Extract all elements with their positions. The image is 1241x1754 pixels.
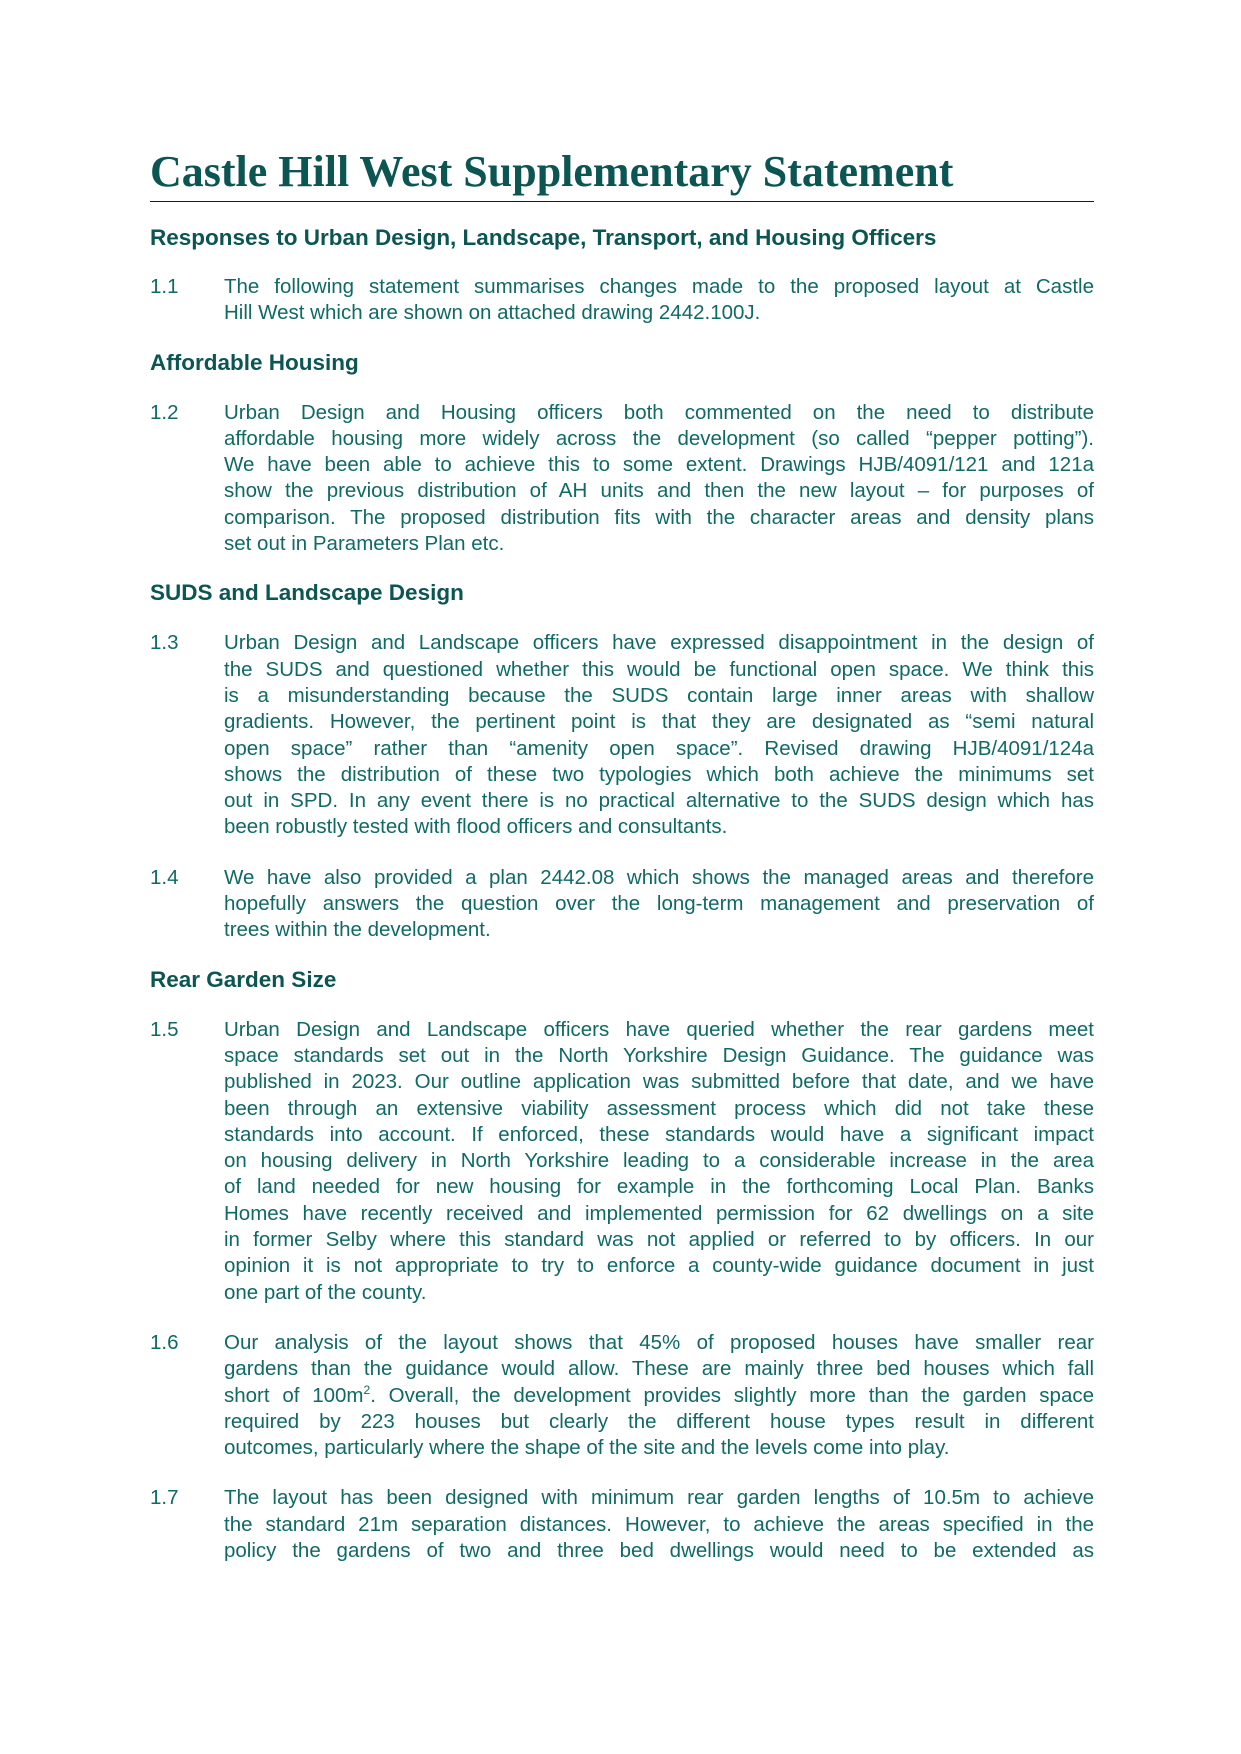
section-heading-responses: Responses to Urban Design, Landscape, Transport, and Housing Officers — [150, 225, 937, 250]
text-line: required by 223 houses but clearly the different house types result in different — [224, 1409, 1094, 1433]
text-line: out in SPD. In any event there is no practical alternative to the SUDS design which has — [224, 789, 1094, 813]
text-line: Hill West which are shown on attached drawing 2442.100J. — [224, 301, 761, 325]
paragraph-1-6 — [150, 1330, 1094, 1461]
paragraph-1-3 — [150, 630, 1094, 840]
text-line: standards into account. If enforced, these standards would have a significant impact — [224, 1122, 1094, 1146]
text-line: is a misunderstanding because the SUDS contain large inner areas with shallow — [224, 683, 1094, 707]
text-line-with-superscript — [224, 1383, 1094, 1409]
text-line: been through an extensive viability assessment process which did not take these — [224, 1096, 1094, 1120]
text-line: shows the distribution of these two typologies which both achieve the minimums set — [224, 762, 1094, 786]
paragraph-number: 1.6 — [150, 1330, 179, 1354]
section-heading-affordable-housing: Affordable Housing — [150, 349, 359, 375]
text-line: trees within the development. — [224, 918, 491, 942]
text-line: Urban Design and Housing officers both commented on the need to distribute — [224, 400, 1094, 424]
text-line: Urban Design and Landscape officers have expressed disappointment in the design of — [224, 631, 1094, 655]
text-line: comparison. The proposed distribution fits with the character areas and density plans — [224, 505, 1094, 529]
text-line: published in 2023. Our outline application was submitted before that date, and we have — [224, 1070, 1094, 1094]
text-line: opinion it is not appropriate to try to enforce a county-wide guidance document in just — [224, 1254, 1094, 1278]
paragraph-text — [224, 400, 1094, 558]
paragraph-text — [224, 865, 1094, 944]
text-line: of land needed for new housing for example in the forthcoming Local Plan. Banks — [224, 1175, 1094, 1199]
text-line: gradients. However, the pertinent point is that they are designated as “semi natural — [224, 710, 1094, 734]
paragraph-1-5 — [150, 1017, 1094, 1306]
paragraph-text — [224, 630, 1094, 840]
paragraph-number: 1.1 — [150, 275, 179, 298]
paragraph-text — [224, 1330, 1094, 1461]
paragraph-1-1 — [150, 274, 1094, 327]
paragraph-text — [224, 1485, 1094, 1564]
text-line: hopefully answers the question over the long-term management and preservation of — [224, 892, 1094, 916]
paragraph-1-2 — [150, 400, 1094, 558]
text-line: The layout has been designed with minimum rear garden lengths of 10.5m to achieve — [224, 1486, 1094, 1510]
paragraph-number: 1.4 — [150, 865, 179, 889]
text-line: policy the gardens of two and three bed dwellings would need to be extended as — [224, 1538, 1094, 1562]
text-line: been robustly tested with flood officers and consultants. — [224, 815, 728, 839]
paragraph-number: 1.3 — [150, 631, 179, 655]
paragraph-number: 1.5 — [150, 1017, 179, 1041]
text-line: Our analysis of the layout shows that 45% of proposed houses have smaller rear — [224, 1330, 1094, 1354]
paragraph-1-4 — [150, 865, 1094, 944]
text-line: gardens than the guidance would allow. These are mainly three bed houses which fall — [224, 1357, 1094, 1381]
paragraph-number: 1.2 — [150, 400, 179, 424]
section-heading-rear-garden-size: Rear Garden Size — [150, 966, 337, 992]
text-line: the SUDS and questioned whether this would be functional open space. We think this — [224, 657, 1094, 681]
document-title: Castle Hill West Supplementary Statement — [150, 145, 1094, 202]
text-line: outcomes, particularly where the shape of the site and the levels come into play. — [224, 1436, 950, 1460]
text-line: the standard 21m separation distances. However, to achieve the areas specified in the — [224, 1512, 1094, 1536]
text-line: affordable housing more widely across the development (so called “pepper potting”). — [224, 426, 1094, 450]
text-line: show the previous distribution of AH units and then the new layout – for purposes of — [224, 479, 1094, 503]
text-line: on housing delivery in North Yorkshire leading to a considerable increase in the area — [224, 1149, 1094, 1173]
text-fragment: . Overall, the development provides slightly more than the garden space — [370, 1383, 1094, 1407]
paragraph-number: 1.7 — [150, 1486, 179, 1510]
paragraph-1-7 — [150, 1485, 1094, 1564]
text-line: space standards set out in the North Yorkshire Design Guidance. The guidance was — [224, 1043, 1094, 1067]
text-line: Urban Design and Landscape officers have queried whether the rear gardens meet — [224, 1017, 1094, 1041]
section-heading-suds: SUDS and Landscape Design — [150, 580, 464, 606]
superscript: 2 — [363, 1382, 371, 1397]
document-page — [150, 145, 1094, 1564]
text-line: one part of the county. — [224, 1280, 427, 1304]
text-line: We have also provided a plan 2442.08 which shows the managed areas and therefore — [224, 865, 1094, 889]
text-line: in former Selby where this standard was not applied or referred to by officers. In our — [224, 1228, 1094, 1252]
text-fragment: short of 100m — [224, 1383, 364, 1407]
text-line: open space” rather than “amenity open space”. Revised drawing HJB/4091/124a — [224, 736, 1094, 760]
paragraph-text — [224, 274, 1094, 327]
text-line: Homes have recently received and implemented permission for 62 dwellings on a site — [224, 1201, 1094, 1225]
paragraph-text — [224, 1017, 1094, 1306]
text-line: set out in Parameters Plan etc. — [224, 532, 505, 556]
text-line: The following statement summarises changes made to the proposed layout at Castle — [224, 275, 1094, 298]
text-line: We have been able to achieve this to some extent. Drawings HJB/4091/121 and 121a — [224, 453, 1094, 477]
